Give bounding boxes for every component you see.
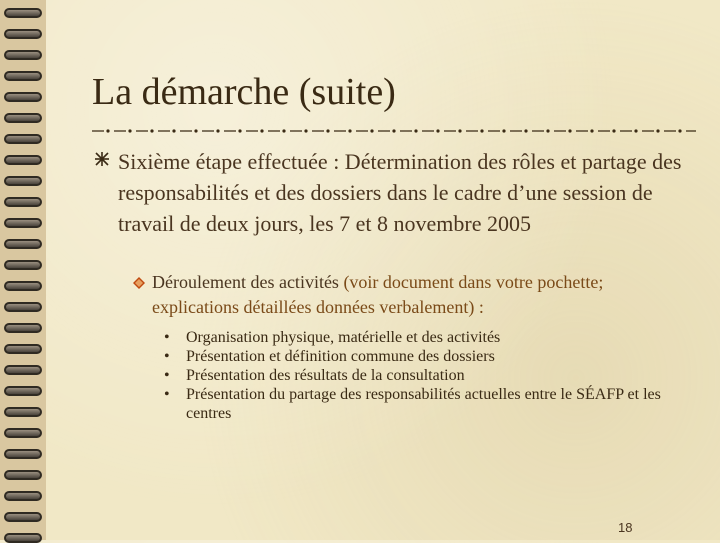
spiral-ring <box>4 512 42 522</box>
spiral-ring <box>4 50 42 60</box>
list-item: • Présentation et définition commune des dossiers <box>164 348 495 365</box>
spiral-ring <box>4 260 42 270</box>
spiral-ring <box>4 281 42 291</box>
spiral-ring <box>4 155 42 165</box>
spiral-ring <box>4 323 42 333</box>
spiral-ring <box>4 197 42 207</box>
spiral-ring <box>4 386 42 396</box>
slide-title: La démarche (suite) <box>92 71 396 113</box>
spiral-ring <box>4 302 42 312</box>
page-number: 18 <box>618 520 633 535</box>
dot-bullet-icon: • <box>164 329 170 346</box>
list-item: • Organisation physique, matérielle et des activités <box>164 329 501 346</box>
sub-point-lead: Déroulement des activités <box>152 272 339 292</box>
dot-bullet-icon: • <box>164 367 170 384</box>
spiral-ring <box>4 176 42 186</box>
spiral-ring <box>4 8 42 18</box>
spiral-ring <box>4 134 42 144</box>
list-item: • Présentation du partage des responsabilités actuelles entre le SÉAFP et les centres <box>164 386 661 422</box>
spiral-ring <box>4 533 42 543</box>
star-bullet-icon <box>94 151 110 167</box>
spiral-ring <box>4 218 42 228</box>
spiral-ring <box>4 407 42 417</box>
sub-point-rest: (voir document dans votre pochette; explications détaillées données verbalement) : <box>152 272 604 317</box>
spiral-ring <box>4 470 42 480</box>
title-divider <box>92 128 696 134</box>
spiral-ring <box>4 71 42 81</box>
list-item: • Présentation des résultats de la consultation <box>164 367 465 384</box>
spiral-ring <box>4 344 42 354</box>
main-point: Sixième étape effectuée : Détermination des rôles et partage des responsabilités et des dossiers dans le cadre d’une session de travail de deux jours, les 7 et 8 novembre 2005 <box>118 149 682 236</box>
activity-list <box>160 328 680 423</box>
spiral-ring <box>4 428 42 438</box>
dot-bullet-icon: • <box>164 386 170 403</box>
spiral-ring <box>4 92 42 102</box>
spiral-binding <box>0 0 46 540</box>
diamond-bullet-icon <box>132 276 146 290</box>
spiral-ring <box>4 491 42 501</box>
spiral-ring <box>4 29 42 39</box>
spiral-ring <box>4 449 42 459</box>
spiral-ring <box>4 365 42 375</box>
sub-point <box>152 270 692 320</box>
spiral-ring <box>4 239 42 249</box>
dot-bullet-icon: • <box>164 348 170 365</box>
spiral-ring <box>4 113 42 123</box>
